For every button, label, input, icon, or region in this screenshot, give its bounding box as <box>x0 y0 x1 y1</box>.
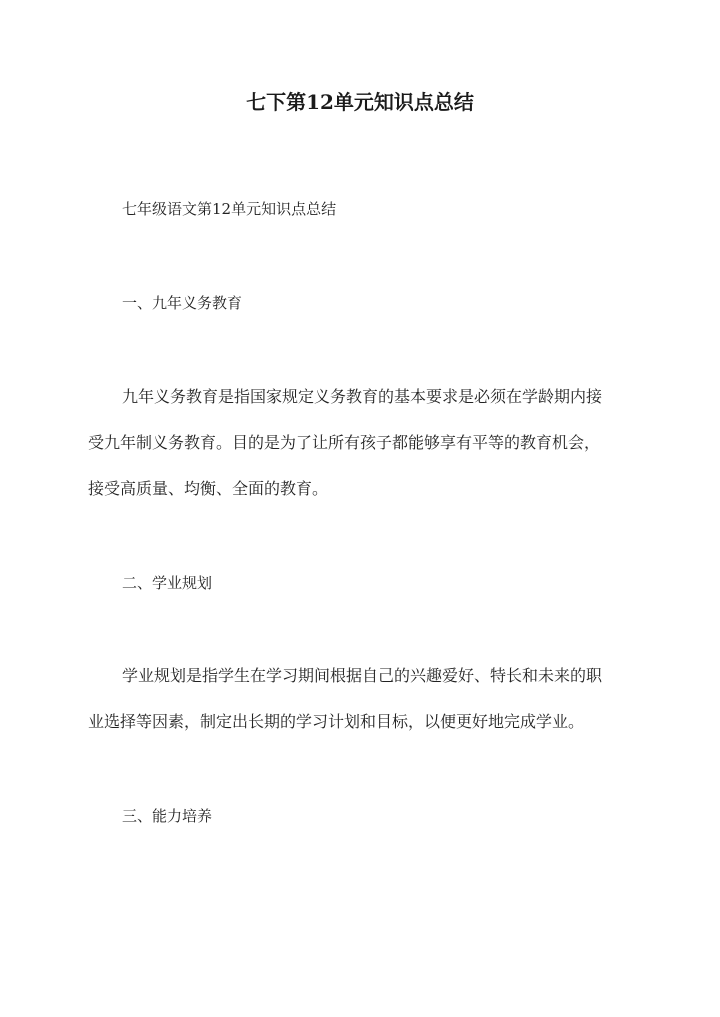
paragraph-line: 接受高质量、均衡、全面的教育。 <box>88 479 329 498</box>
document-subtitle: 七年级语文第12单元知识点总结 <box>122 200 337 218</box>
paragraph-line: 业选择等因素，制定出长期的学习计划和目标，以便更好地完成学业。 <box>88 712 585 731</box>
section-heading: 一、九年义务教育 <box>122 294 243 312</box>
section-heading: 三、能力培养 <box>122 807 213 825</box>
paragraph-line: 学业规划是指学生在学习期间根据自己的兴趣爱好、特长和未来的职 <box>122 666 603 685</box>
paragraph-line: 九年义务教育是指国家规定义务教育的基本要求是必须在学龄期内接 <box>122 387 603 406</box>
page-title: 七下第12单元知识点总结 <box>246 90 474 114</box>
section-heading: 二、学业规划 <box>122 574 213 592</box>
paragraph-line: 受九年制义务教育。目的是为了让所有孩子都能够享有平等的教育机会， <box>88 433 601 452</box>
